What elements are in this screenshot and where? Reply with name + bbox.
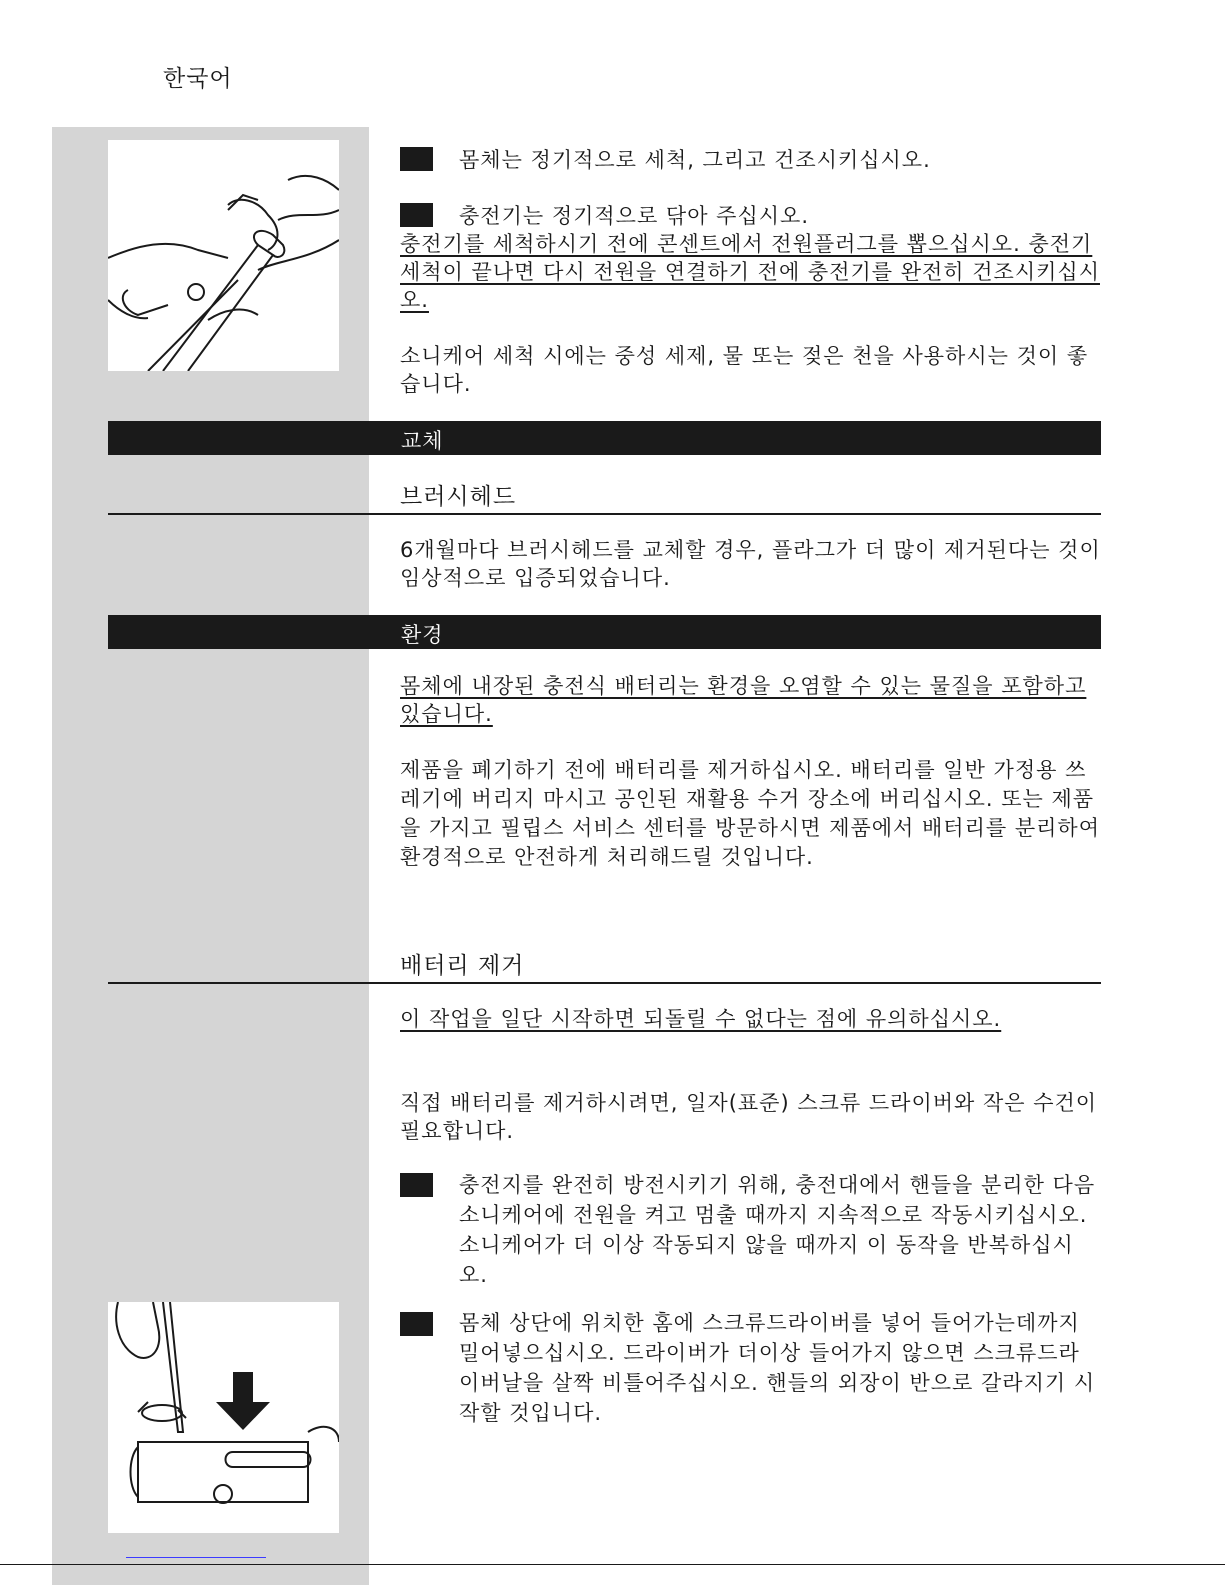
section-bar-replacement: [108, 421, 1101, 455]
step-bullet: [400, 1173, 433, 1197]
page-language-label: 한국어: [163, 66, 233, 92]
battery-text: 직접 배터리를 제거하시려면, 일자(표준) 스크류 드라이버와 작은 수건이 필요합니다.: [400, 1091, 1098, 1143]
section-title-replacement: 교체: [401, 429, 444, 453]
cleaning-note: 소니케어 세척 시에는 중성 세제, 물 또는 젖은 천을 사용하시는 것이 좋습니다.: [400, 344, 1089, 396]
step-bullet: [400, 147, 433, 171]
subheading-brushhead: 브러시헤드: [400, 484, 517, 510]
section-title-environment: 환경: [401, 623, 444, 647]
environment-text: 제품을 폐기하기 전에 배터리를 제거하십시오. 배터리를 일반 가정용 쓰레기에 버리지 마시고 공인된 재활용 수거 장소에 버리십시오. 또는 제품을 가지고 필립스 서비스 센터를 방문하시면 제품에서 배터리를 분리하여 환경적으로 안전하게 처리해드릴 것입니다.: [400, 758, 1100, 869]
screwdriver-illustration: [108, 1302, 339, 1533]
environment-warning: 몸체에 내장된 충전식 배터리는 환경을 오염할 수 있는 물질을 포함하고 있습니다.: [400, 674, 1087, 726]
battery-warning: 이 작업을 일단 시작하면 되돌릴 수 없다는 점에 유의하십시오.: [400, 1007, 1002, 1031]
battery-step-1: 충전지를 완전히 방전시키기 위해, 충전대에서 핸들을 분리한 다음 소니케어에 전원을 켜고 멈출 때까지 지속적으로 작동시키십시오. 소니케어가 더 이상 작동되지 않을 때까지 이 동작을 반복하십시오.: [459, 1173, 1096, 1287]
footer-rule: [0, 1564, 1225, 1565]
step-bullet: [400, 1312, 433, 1336]
cleaning-warning: 충전기를 세척하시기 전에 콘센트에서 전원플러그를 뽑으십시오. 충전기 세척이 끝나면 다시 전원을 연결하기 전에 충전기를 완전히 건조시키십시오.: [400, 232, 1100, 312]
battery-step-2: 몸체 상단에 위치한 홈에 스크류드라이버를 넣어 들어가는데까지 밀어넣으십시오. 드라이버가 더이상 들어가지 않으면 스크류드라이버날을 살짝 비틀어주십시오. 핸들의 외장이 반으로 갈라지기 시작할 것입니다.: [459, 1311, 1096, 1425]
divider: [108, 982, 1101, 984]
replacement-text: 6개월마다 브러시헤드를 교체할 경우, 플라그가 더 많이 제거된다는 것이 임상적으로 입증되었습니다.: [400, 538, 1101, 590]
divider: [108, 513, 1101, 515]
cleaning-handle-illustration: [108, 140, 339, 371]
cleaning-step-1: 몸체는 정기적으로 세척, 그리고 건조시키십시오.: [459, 148, 931, 172]
step-bullet: [400, 203, 433, 227]
footer-link-underline: [126, 1557, 266, 1558]
subheading-battery-removal: 배터리 제거: [400, 953, 525, 979]
section-bar-environment: [108, 615, 1101, 649]
cleaning-step-2: 충전기는 정기적으로 닦아 주십시오.: [459, 204, 809, 228]
